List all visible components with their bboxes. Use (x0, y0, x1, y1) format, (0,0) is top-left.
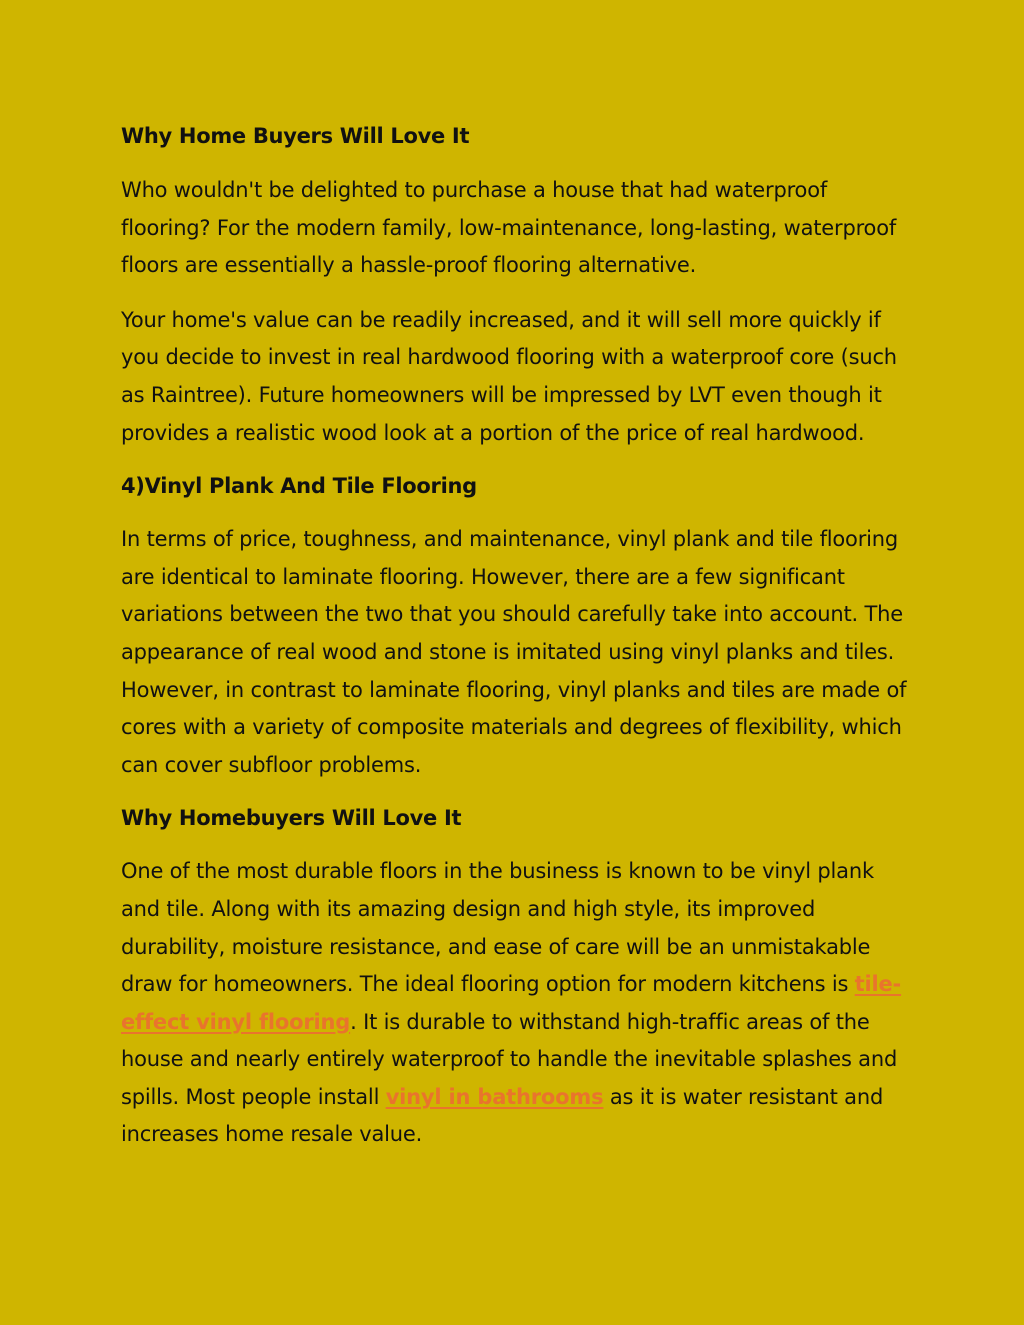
paragraph-home-value: Your home's value can be readily increased, and it will sell more quickly if you decide to invest in real hardwood flooring with a waterproof core (such as Raintree). Future homeowners will be impressed by LVT even though it provides a realistic wood look at a portion of the price of real hardwood. (121, 307, 897, 445)
paragraph-text-part-1: One of the most durable floors in the business is known to be vinyl plank and tile. Along with its amazing design and high style, its improved durability, moisture resistance, and ease of care will be an unmistakable draw for homeowners. The ideal flooring option for modern kitchens is (121, 859, 874, 997)
paragraph-text-part-2: . It is durable to withstand high-traffic areas of the house and nearly entirely waterproof to handle the inevitable splashes and spills. Most people install (121, 1009, 898, 1109)
section-heading-home-buyers: Why Home Buyers Will Love It (121, 124, 470, 148)
section-heading-vinyl-plank: 4)Vinyl Plank And Tile Flooring (121, 474, 477, 499)
paragraph-vinyl-durability (121, 853, 911, 1154)
section-heading-homebuyers: Why Homebuyers Will Love It (121, 806, 462, 831)
paragraph-waterproof-intro: Who wouldn't be delighted to purchase a house that had waterproof flooring? For the modern family, low-maintenance, long-lasting, waterproof floors are essentially a hassle-proof flooring alternative. (121, 178, 897, 278)
tile-effect-vinyl-flooring-link[interactable]: tile-effect vinyl flooring (121, 972, 902, 1034)
paragraph-text-part-3: as it is water resistant and increases home resale value. (121, 1084, 884, 1147)
document-page (121, 118, 911, 1154)
vinyl-in-bathrooms-link[interactable]: vinyl in bathrooms (385, 1084, 604, 1109)
paragraph-vinyl-comparison: In terms of price, toughness, and maintenance, vinyl plank and tile flooring are identical to laminate flooring. However, there are a few significant variations between the two that you should carefully take into account. The appearance of real wood and stone is imitated using vinyl planks and tiles. However, in contrast to laminate flooring, vinyl planks and tiles are made of cores with a variety of composite materials and degrees of flexibility, which can cover subfloor problems. (121, 527, 907, 777)
